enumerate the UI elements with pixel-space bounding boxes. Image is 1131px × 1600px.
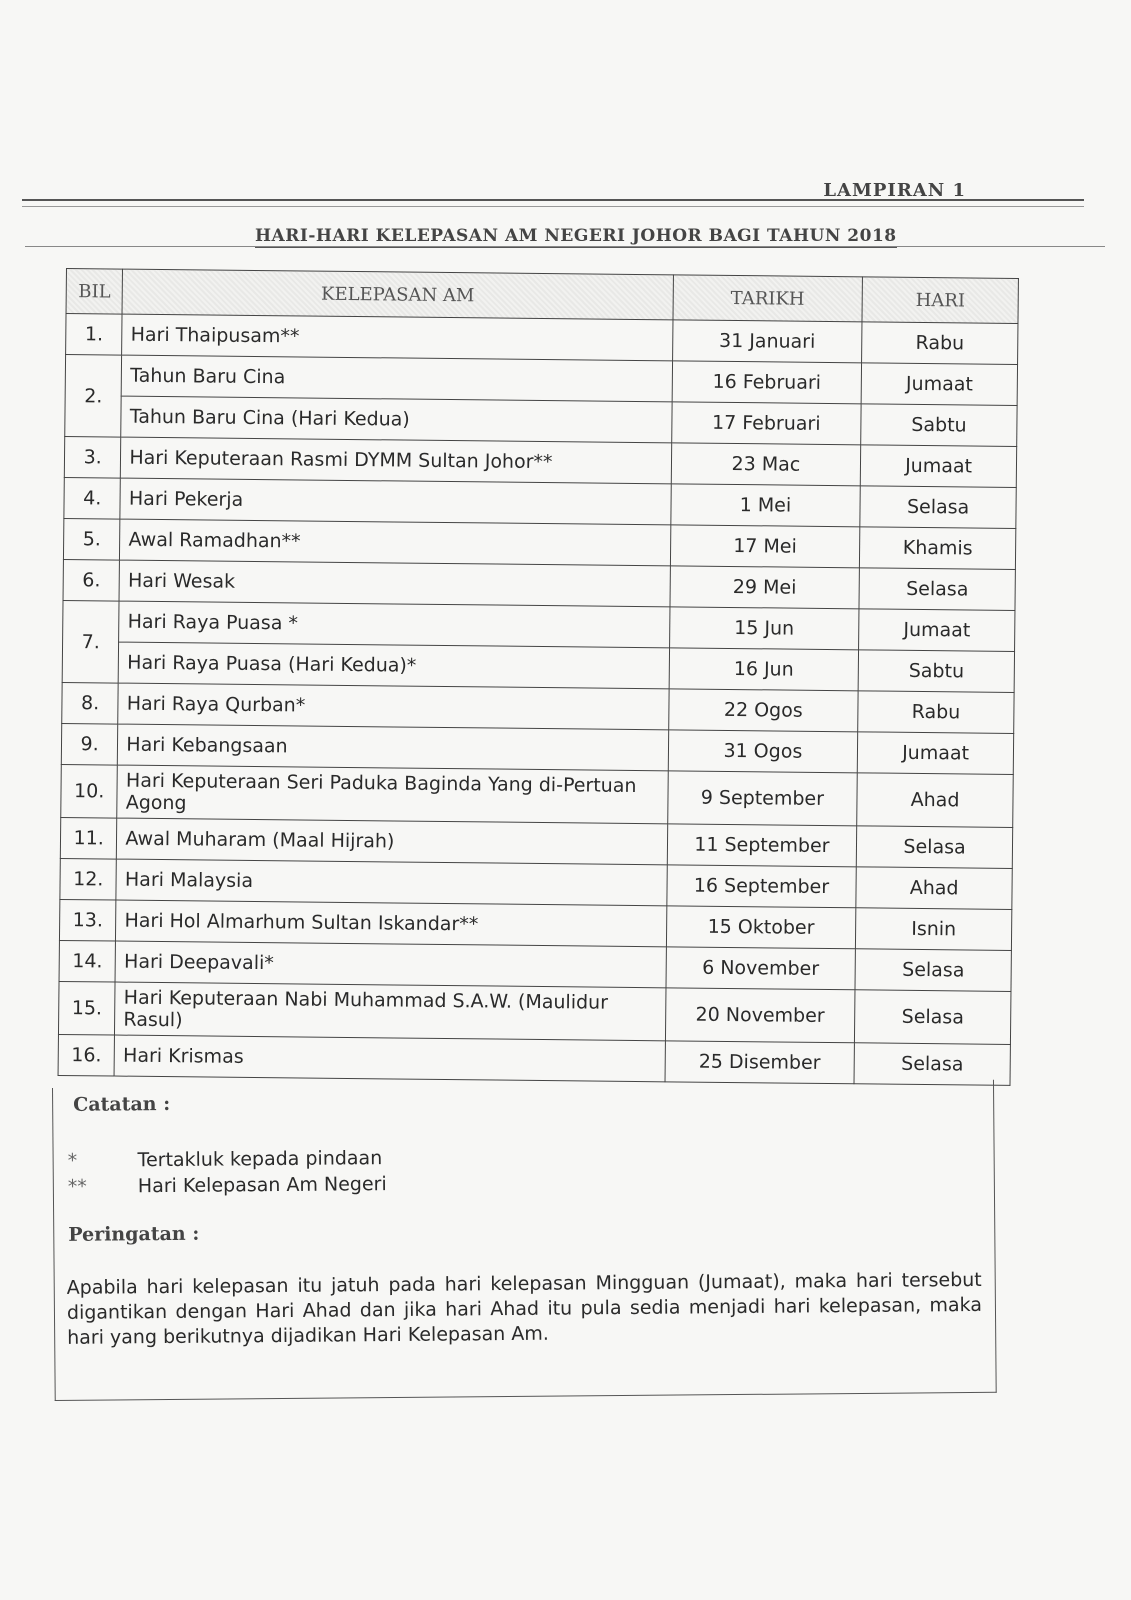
holiday-name: Hari Krismas xyxy=(114,1035,665,1082)
holiday-date: 31 Ogos xyxy=(668,730,858,773)
holiday-date: 17 Mei xyxy=(670,525,860,568)
row-number: 16. xyxy=(58,1034,115,1076)
holiday-date: 11 September xyxy=(667,824,857,867)
holiday-name: Hari Keputeraan Nabi Muhammad S.A.W. (Maulidur Rasul) xyxy=(115,982,666,1041)
header-rule-thin xyxy=(22,206,1084,207)
row-number: 15. xyxy=(58,981,115,1035)
header-kelepasan: KELEPASAN AM xyxy=(122,269,673,320)
holiday-day: Rabu xyxy=(858,691,1014,734)
holiday-day: Selasa xyxy=(854,1043,1010,1086)
holiday-name: Tahun Baru Cina xyxy=(122,355,673,402)
holiday-date: 17 Februari xyxy=(671,402,861,445)
row-number: 8. xyxy=(62,682,119,724)
appendix-label: LAMPIRAN 1 xyxy=(823,180,966,201)
holiday-day: Isnin xyxy=(856,908,1012,951)
holiday-date: 6 November xyxy=(666,947,856,990)
holiday-day: Rabu xyxy=(862,322,1018,365)
holiday-name: Hari Kebangsaan xyxy=(118,724,669,771)
holiday-day: Jumaat xyxy=(857,732,1013,775)
row-number: 1. xyxy=(66,314,123,356)
holiday-name: Hari Malaysia xyxy=(116,859,667,906)
row-number: 5. xyxy=(63,518,120,560)
note-item xyxy=(68,1147,383,1172)
holiday-day: Sabtu xyxy=(861,404,1017,447)
document-title: HARI-HARI KELEPASAN AM NEGERI JOHOR BAGI TAHUN 2018 xyxy=(255,226,897,246)
holiday-date: 23 Mac xyxy=(671,443,861,486)
row-number: 10. xyxy=(61,764,118,818)
holiday-day: Ahad xyxy=(857,773,1013,828)
row-number: 12. xyxy=(60,858,117,900)
holiday-date: 16 Jun xyxy=(669,648,859,691)
holiday-day: Selasa xyxy=(855,949,1011,992)
holidays-table xyxy=(58,268,1019,1086)
holiday-day: Khamis xyxy=(860,527,1016,570)
holiday-date: 29 Mei xyxy=(670,566,860,609)
holiday-day: Sabtu xyxy=(858,650,1014,693)
row-number: 14. xyxy=(59,940,116,982)
row-number: 11. xyxy=(60,817,117,859)
header-rule xyxy=(22,199,1084,201)
holiday-name: Tahun Baru Cina (Hari Kedua) xyxy=(121,396,672,443)
header-hari: HARI xyxy=(862,277,1018,324)
holiday-name: Hari Raya Puasa (Hari Kedua)* xyxy=(119,642,670,689)
holiday-name: Hari Keputeraan Rasmi DYMM Sultan Johor** xyxy=(121,437,672,484)
holiday-date: 25 Disember xyxy=(665,1041,855,1084)
title-underline xyxy=(25,246,1105,247)
header-bil: BIL xyxy=(66,269,123,315)
note-item xyxy=(68,1173,387,1198)
row-number: 4. xyxy=(64,477,121,519)
note-text: Hari Kelepasan Am Negeri xyxy=(137,1173,387,1198)
warning-title: Peringatan : xyxy=(68,1222,200,1246)
note-text: Tertakluk kepada pindaan xyxy=(137,1147,383,1172)
holiday-name: Hari Raya Puasa * xyxy=(119,601,670,648)
holiday-day: Ahad xyxy=(856,867,1012,910)
holiday-name: Hari Raya Qurban* xyxy=(118,683,669,730)
holiday-day: Jumaat xyxy=(859,609,1015,652)
holiday-name: Hari Pekerja xyxy=(120,478,671,525)
holiday-name: Hari Keputeraan Seri Paduka Baginda Yang di-Pertuan Agong xyxy=(117,765,668,824)
holiday-name: Hari Deepavali* xyxy=(115,941,666,988)
notes-box xyxy=(52,1080,997,1401)
row-number: 7. xyxy=(62,600,119,683)
header-tarikh: TARIKH xyxy=(673,275,863,322)
holiday-name: Hari Wesak xyxy=(119,560,670,607)
holiday-date: 16 Februari xyxy=(672,361,862,404)
warning-text: Apabila hari kelepasan itu jatuh pada hari kelepasan Mingguan (Jumaat), maka hari tersebut digantikan dengan Hari Ahad dan jika hari Ahad itu pula sedia menjadi hari kelepasan, maka hari yang berikutnya dijadikan Hari Kelepasan Am. xyxy=(66,1268,983,1349)
row-number: 3. xyxy=(64,436,121,478)
holiday-date: 1 Mei xyxy=(670,484,860,527)
holiday-name: Awal Ramadhan** xyxy=(120,519,671,566)
holiday-date: 15 Jun xyxy=(669,607,859,650)
holiday-day: Selasa xyxy=(859,568,1015,611)
holiday-day: Selasa xyxy=(860,486,1016,529)
holiday-day: Selasa xyxy=(855,990,1011,1045)
note-mark: ** xyxy=(67,1175,87,1198)
note-mark: * xyxy=(67,1149,78,1172)
row-number: 2. xyxy=(65,355,122,438)
holiday-day: Jumaat xyxy=(861,363,1017,406)
holiday-date: 22 Ogos xyxy=(668,689,858,732)
row-number: 9. xyxy=(61,723,118,765)
holiday-date: 31 Januari xyxy=(672,320,862,363)
holiday-date: 15 Oktober xyxy=(666,906,856,949)
holiday-date: 20 November xyxy=(665,988,855,1043)
holiday-date: 16 September xyxy=(666,865,856,908)
holiday-day: Jumaat xyxy=(860,445,1016,488)
holiday-name: Hari Thaipusam** xyxy=(122,314,673,361)
holiday-day: Selasa xyxy=(856,826,1012,869)
holiday-name: Hari Hol Almarhum Sultan Iskandar** xyxy=(116,900,667,947)
holiday-date: 9 September xyxy=(667,771,857,826)
row-number: 13. xyxy=(59,899,116,941)
notes-title: Catatan : xyxy=(73,1092,171,1116)
holiday-name: Awal Muharam (Maal Hijrah) xyxy=(117,818,668,865)
row-number: 6. xyxy=(63,559,120,601)
table-row xyxy=(58,1034,1010,1085)
